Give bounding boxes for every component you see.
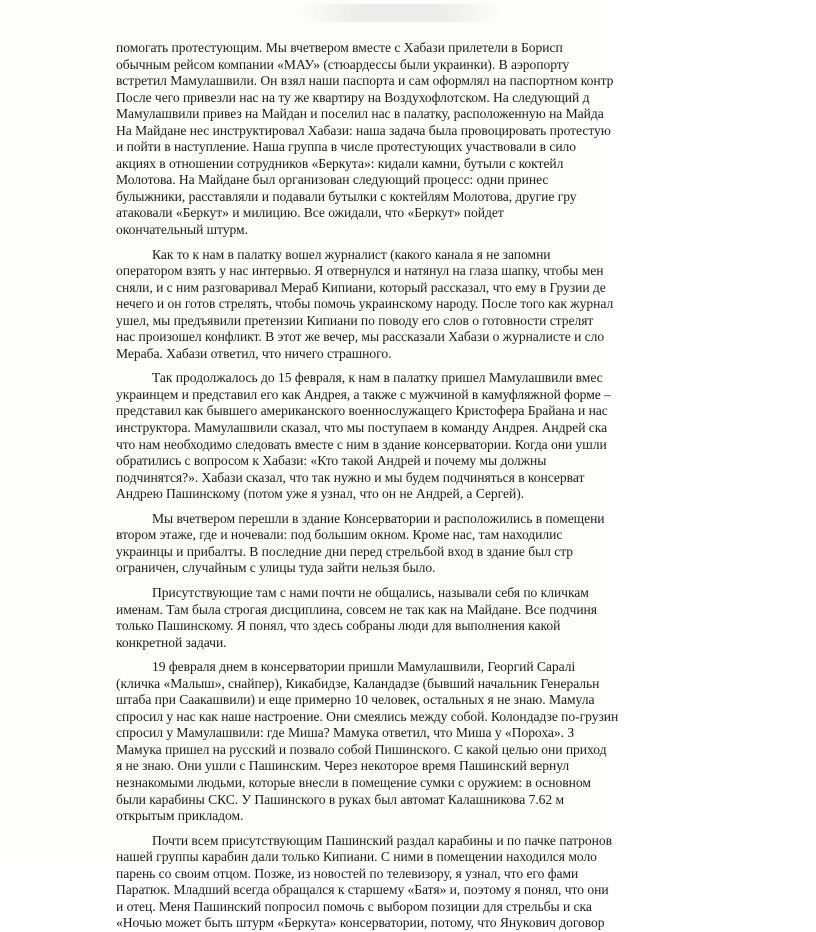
paragraph-p1 bbox=[116, 40, 816, 239]
text-line: Мераба. Хабази ответил, что ничего страшного. bbox=[116, 345, 392, 361]
paragraph-p5 bbox=[116, 585, 816, 651]
text-line: окончательный штурм. bbox=[116, 222, 248, 238]
text-line: украинцы и прибалты. В последние дни перед стрельбой вход в здание был стр bbox=[116, 543, 574, 559]
text-line: только Пашинскому. Я понял, что здесь собраны люди для выполнения какой bbox=[116, 618, 561, 634]
text-line: помогать протестующим. Мы вчетвером вместе с Хабази прилетели в Борисп bbox=[116, 40, 563, 55]
text-line: Мамулашвили привез на Майдан и поселил нас в палатку, расположенную на Майда bbox=[116, 106, 604, 122]
text-line: (кличка «Малыш», снайпер), Кикабидзе, Каландадзе (бывший начальник Генеральн bbox=[116, 675, 600, 691]
text-line: Андрею Пашинскому (потом уже я узнал, что он не Андрей, а Сергей). bbox=[116, 486, 525, 502]
text-line: что нам необходимо следовать вместе с ним в здание консерватории. Когда они ушли bbox=[116, 436, 607, 452]
paragraph-gap bbox=[116, 239, 816, 247]
text-line: подчинятся?». Хабази сказал, что так нужно и мы будем подчиняться в консерват bbox=[116, 469, 585, 485]
text-line: сняли, и с ним разговаривал Мераб Кипиани, который рассказал, что ему в Грузии де bbox=[116, 279, 606, 295]
text-line: открытым прикладом. bbox=[116, 808, 244, 824]
text-line: Мамука пришел на русский и позвало собой Пишинского. С какой целью они приход bbox=[116, 741, 607, 757]
text-line: спросил у Мамулашвили: где Миша? Мамука ответил, что Миша у «Пороха». З bbox=[116, 725, 575, 741]
text-line: 19 февраля днем в консерватории пришли Мамулашвили, Георгий Саралі bbox=[152, 659, 576, 675]
text-line: обратились с вопросом к Хабази: «Кто такой Андрей и почему мы должны bbox=[116, 453, 547, 469]
text-line: именам. Там была строгая дисциплина, совсем не так как на Майдане. Все подчиня bbox=[116, 601, 597, 617]
text-line: представил как бывшего американского военнослужащего Кристофера Брайана и нас bbox=[116, 403, 608, 419]
text-line: акциях в отношении сотрудников «Беркута»: кидали камни, бутыли с коктейл bbox=[116, 155, 564, 171]
text-line: ушел, мы предъявили претензии Кипиани по поводу его слов о готовности стрелят bbox=[116, 312, 594, 328]
paragraph-gap bbox=[116, 651, 816, 659]
paragraph-gap bbox=[116, 362, 816, 370]
text-line: Почти всем присутствующим Пашинский раздал карабины и по пачке патронов bbox=[152, 832, 612, 848]
text-line: Так продолжалось до 15 февраля, к нам в палатку пришел Мамулашвили вмес bbox=[152, 370, 603, 386]
paragraph-p4 bbox=[116, 511, 816, 577]
text-line: Паратюк. Младший всегда обращался к старшему «Батя» и, поэтому я понял, что они bbox=[116, 882, 609, 898]
text-line: парень со своим отцом. Позже, из новостей по телевизору, я узнал, что его фами bbox=[116, 865, 579, 881]
text-line: я не знаю. Они ушли с Пашинским. Через некоторое время Пашинский вернул bbox=[116, 758, 570, 774]
text-line: Мы вчетвером перешли в здание Консерватории и расположились в помещени bbox=[152, 510, 605, 526]
paragraph-p3 bbox=[116, 370, 816, 502]
text-line: После чего привезли нас на ту же квартиру на Воздухофлотском. На следующий д bbox=[116, 89, 590, 105]
text-line: были карабины СКС. У Пашинского в руках был автомат Калашникова 7.62 м bbox=[116, 791, 565, 807]
text-line: «Ночью может быть штурм «Беркута» консерватории, потому, что Янукович договор bbox=[116, 915, 605, 931]
text-line: встретил Мамулашвили. Он взял наши паспорта и сам оформлял на паспортном контр bbox=[116, 73, 614, 89]
text-line: конкретной задачи. bbox=[116, 634, 227, 650]
text-line: Присутствующие там с нами почти не общались, называли себя по кличкам bbox=[152, 584, 589, 600]
paragraph-gap bbox=[116, 503, 816, 511]
paragraph-p7 bbox=[116, 833, 816, 932]
text-line: и пойти в наступление. Наша группа в числе протестующих участвовали в сило bbox=[116, 139, 577, 155]
paragraph-p6 bbox=[116, 659, 816, 824]
paragraph-gap bbox=[116, 825, 816, 833]
text-line: втором этаже, где и ночевали: под большим окном. Кроме нас, там находилис bbox=[116, 527, 563, 543]
text-line: незнакомыми людьми, которые внесли в помещение сумки с оружием: в основном bbox=[116, 774, 591, 790]
text-line: украинцем и представил его как Андрея, а также с мужчиной в камуфляжной форме – bbox=[116, 386, 611, 402]
text-line: нашей группы карабин дали только Кипиани. С ними в помещении находился моло bbox=[116, 849, 597, 865]
text-line: нечего и он готов стрелять, чтобы помочь украинскому народу. После того как журнал bbox=[116, 296, 614, 312]
text-line: спросил у нас как наше настроение. Они смеялись между собой. Колондадзе по-грузин bbox=[116, 708, 619, 724]
text-line: Как то к нам в палатку вошел журналист (какого канала я не запомни bbox=[152, 246, 551, 262]
text-line: штаба при Саакашвили) и еще примерно 10 человек, остальных я не знаю. Мамула bbox=[116, 692, 595, 708]
text-line: и отец. Меня Пашинский попросил помочь с выбором позиции для стрельбы и ска bbox=[116, 898, 592, 914]
paragraph-p2 bbox=[116, 247, 816, 363]
scan-smudge bbox=[300, 4, 500, 22]
text-line: булыжники, расставляли и подавали бутылки с коктейлям Молотова, другие гру bbox=[116, 188, 577, 204]
text-line: обычным рейсом компании «МАУ» (стюардессы были украинки). В аэропорту bbox=[116, 56, 570, 72]
text-line: На Майдане нес инструктировал Хабази: наша задача была провоцировать протестую bbox=[116, 122, 611, 138]
text-line: оператором взять у нас интервью. Я отвернулся и натянул на глаза шапку, чтобы мен bbox=[116, 263, 604, 279]
text-line: ограничен, случайным с улицы туда зайти нельзя было. bbox=[116, 560, 436, 576]
text-line: инструктора. Мамулашвили сказал, что мы поступаем в команду Андрея. Андрей ска bbox=[116, 420, 608, 436]
text-line: Молотова. На Майдане был организован следующий процесс: одни принес bbox=[116, 172, 549, 188]
text-line: атаковали «Беркут» и милицию. Все ожидали, что «Беркут» пойдет bbox=[116, 205, 504, 221]
text-line: нас произошел конфликт. В этот же вечер, мы рассказали Хабази о журналисте и сло bbox=[116, 329, 605, 345]
document-body bbox=[116, 40, 816, 932]
paragraph-gap bbox=[116, 577, 816, 585]
